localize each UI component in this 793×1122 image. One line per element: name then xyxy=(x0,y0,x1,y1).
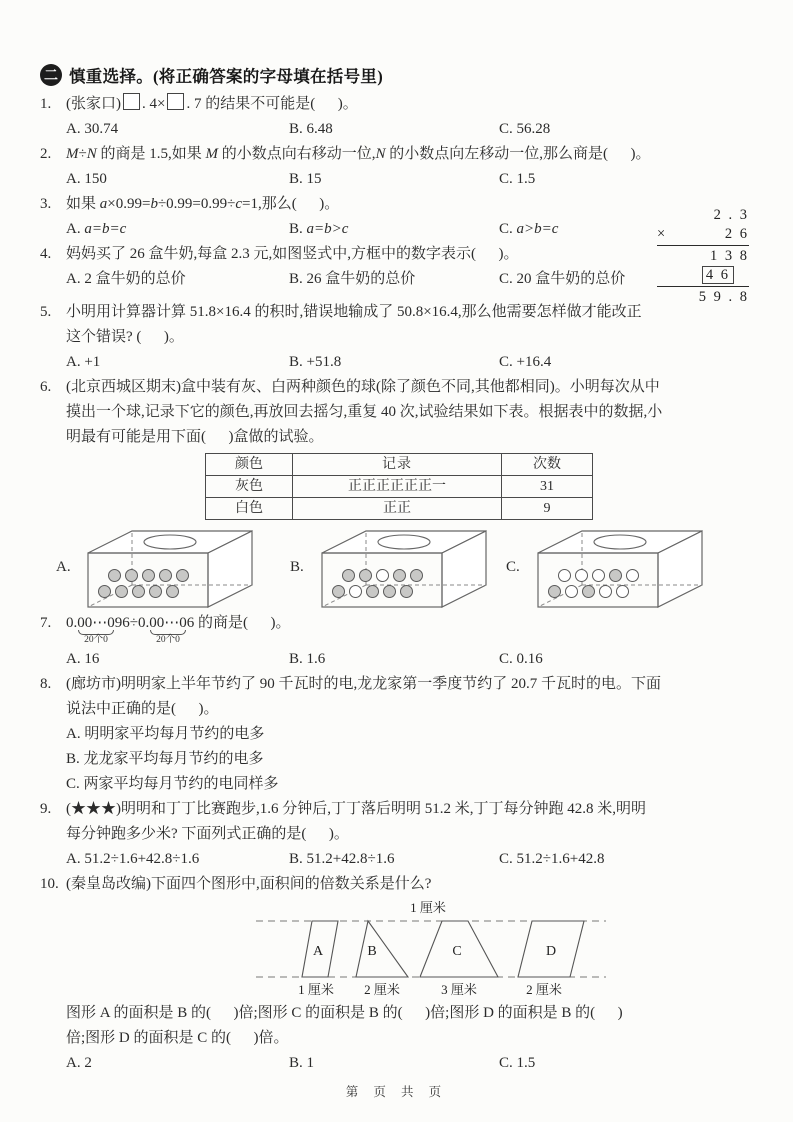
option-c: C. 51.2÷1.6+42.8 xyxy=(499,851,605,867)
box-option-b xyxy=(290,523,494,611)
box-label: B. xyxy=(290,558,304,575)
question-number: 2. xyxy=(40,146,52,162)
option-a: A. 30.74 xyxy=(66,121,119,137)
gray-ball-icon xyxy=(166,585,179,598)
question-number: 3. xyxy=(40,196,52,212)
cell-count: 9 xyxy=(502,498,593,520)
question-text: 如果 a×0.99=b÷0.99=0.99÷c=1,那么( )。 xyxy=(66,196,340,212)
svg-text:C: C xyxy=(452,944,462,959)
cell-record: 正正 xyxy=(293,498,502,520)
gray-ball-icon xyxy=(142,569,155,582)
option-c: C. a>b=c xyxy=(499,221,559,237)
option-b: B. 15 xyxy=(289,171,322,187)
cell-color: 灰色 xyxy=(206,476,293,498)
question-number: 8. xyxy=(40,676,52,692)
section-title: 慎重选择。(将正确答案的字母填在括号里) xyxy=(69,67,383,86)
cell-color: 白色 xyxy=(206,498,293,520)
gray-ball-icon xyxy=(108,569,121,582)
option-a: A. 2 xyxy=(66,1055,92,1071)
mult-rule xyxy=(657,245,749,246)
option-c: C. 两家平均每月节约的电同样多 xyxy=(66,776,279,792)
question-number: 7. xyxy=(40,615,52,631)
table-row xyxy=(206,498,593,520)
question-text: 0. 00⋯0 20个0 96÷0. 00⋯0 20个0 6 的商是( )。 xyxy=(66,611,755,647)
section-header xyxy=(40,62,755,88)
question-text: M÷N 的商是 1.5,如果 M 的小数点向右移动一位,N 的小数点向左移动一位,那么商是( )。 xyxy=(66,146,651,162)
gray-ball-icon xyxy=(383,585,396,598)
blank-box-icon xyxy=(167,93,184,110)
mult-multiplicand: 2 . 3 xyxy=(713,207,749,223)
ball-box-illustration xyxy=(314,523,494,611)
svg-text:2 厘米: 2 厘米 xyxy=(364,982,400,997)
option-b: B. 26 盒牛奶的总价 xyxy=(289,271,416,287)
balls-group xyxy=(332,569,427,601)
box-option-c xyxy=(506,523,710,611)
option-b: B. 51.2+42.8÷1.6 xyxy=(289,851,395,867)
option-a: A. 16 xyxy=(66,651,100,667)
option-c: C. +16.4 xyxy=(499,354,552,370)
options-stack xyxy=(66,722,755,797)
blank-box-icon xyxy=(123,93,140,110)
option-a: A. +1 xyxy=(66,354,101,370)
question-2 xyxy=(40,142,755,192)
options-row xyxy=(66,167,755,192)
boxed-digits: 4 6 xyxy=(702,266,734,284)
svg-text:1 厘米: 1 厘米 xyxy=(410,900,446,915)
question-text-line: 图形 A 的面积是 B 的( )倍;图形 C 的面积是 B 的( )倍;图形 D 的面积是 B 的( ) xyxy=(66,1005,623,1021)
options-row xyxy=(66,1051,755,1076)
question-text-line: 小明用计算器计算 51.8×16.4 的积时,错误地输成了 50.8×16.4,那么他需要怎样做才能改正 xyxy=(66,304,642,320)
svg-text:1 厘米: 1 厘米 xyxy=(298,982,334,997)
underbrace-group: 00⋯0 20个0 xyxy=(149,615,187,645)
parallel-lines-shapes-icon xyxy=(256,899,606,1001)
option-a: A. 2 盒牛奶的总价 xyxy=(66,271,186,287)
cell-record: 正正正正正正一 xyxy=(293,476,502,498)
question-number: 1. xyxy=(40,96,52,112)
svg-text:D: D xyxy=(545,944,557,959)
gray-ball-icon xyxy=(332,585,345,598)
gray-ball-icon xyxy=(176,569,189,582)
question-5 xyxy=(40,300,755,375)
question-7 xyxy=(40,611,755,672)
box-option-a xyxy=(56,523,260,611)
gray-ball-icon xyxy=(115,585,128,598)
question-text-line: 摸出一个球,记录下它的颜色,再放回去摇匀,重复 40 次,试验结果如下表。根据表中的数据,小 xyxy=(66,404,663,420)
multiply-sign: × xyxy=(657,226,668,242)
option-a: A. 51.2÷1.6+42.8÷1.6 xyxy=(66,851,200,867)
option-b: B. +51.8 xyxy=(289,354,342,370)
mult-partial-product-2 xyxy=(657,266,749,285)
underbrace-group: 00⋯0 20个0 xyxy=(77,615,115,645)
question-4 xyxy=(40,242,755,292)
question-text-line: (★★★)明明和丁丁比赛跑步,1.6 分钟后,丁丁落后明明 51.2 米,丁丁每分钟跑 42.8 米,明明 xyxy=(66,801,646,817)
options-row xyxy=(66,847,755,872)
question-text-line: (北京西城区期末)盒中装有灰、白两种颜色的球(除了颜色不同,其他都相同)。小明每次从中 xyxy=(66,379,660,395)
white-ball-icon xyxy=(349,585,362,598)
question-3 xyxy=(40,192,755,242)
col-header-record: 记录 xyxy=(293,454,502,476)
gray-ball-icon xyxy=(410,569,423,582)
white-ball-icon xyxy=(558,569,571,582)
question-number: 5. xyxy=(40,304,52,320)
white-ball-icon xyxy=(565,585,578,598)
options-row xyxy=(66,267,755,292)
question-10 xyxy=(40,872,755,1076)
option-c: C. 1.5 xyxy=(499,171,536,187)
gray-ball-icon xyxy=(98,585,111,598)
gray-ball-icon xyxy=(548,585,561,598)
question-number: 10. xyxy=(40,876,59,892)
question-6 xyxy=(40,375,755,611)
mult-rule xyxy=(657,286,749,287)
question-text: 妈妈买了 26 盒牛奶,每盒 2.3 元,如图竖式中,方框中的数字表示( )。 xyxy=(66,246,519,262)
question-number: 6. xyxy=(40,379,52,395)
question-text: (张家口) . 4× . 7 的结果不可能是( )。 xyxy=(66,92,755,117)
mult-multiplier-row xyxy=(657,225,749,244)
option-b: B. a=b>c xyxy=(289,221,349,237)
svg-text:A: A xyxy=(312,944,324,959)
option-b: B. 1.6 xyxy=(289,651,326,667)
svg-text:B: B xyxy=(367,944,377,959)
ball-box-illustration xyxy=(530,523,710,611)
ball-boxes-figure xyxy=(56,523,755,611)
white-ball-icon xyxy=(599,585,612,598)
option-b: B. 1 xyxy=(289,1055,315,1071)
option-c: C. 0.16 xyxy=(499,651,543,667)
question-1 xyxy=(40,92,755,142)
option-c: C. 1.5 xyxy=(499,1055,536,1071)
question-text-line: (廊坊市)明明家上半年节约了 90 千瓦时的电,龙龙家第一季度节约了 20.7 千瓦时的电。下面 xyxy=(66,676,661,692)
gray-ball-icon xyxy=(393,569,406,582)
balls-group xyxy=(548,569,643,601)
gray-ball-icon xyxy=(400,585,413,598)
options-row xyxy=(66,217,755,242)
col-header-color: 颜色 xyxy=(206,454,293,476)
table-header-row xyxy=(206,454,593,476)
gray-ball-icon xyxy=(159,569,172,582)
white-ball-icon xyxy=(592,569,605,582)
question-text-line: 这个错误? ( )。 xyxy=(66,329,184,345)
option-b: B. 龙龙家平均每月节约的电多 xyxy=(66,751,264,767)
question-number: 9. xyxy=(40,801,52,817)
tally-results-table xyxy=(205,453,593,520)
balls-group xyxy=(98,569,193,601)
section-number-icon: 二 xyxy=(40,64,62,86)
option-a: A. 明明家平均每月节约的电多 xyxy=(66,726,265,742)
question-text-line: 说法中正确的是( )。 xyxy=(66,701,219,717)
mult-product: 5 9 . 8 xyxy=(698,289,749,305)
col-header-count: 次数 xyxy=(502,454,593,476)
cell-count: 31 xyxy=(502,476,593,498)
white-ball-icon xyxy=(575,569,588,582)
ball-box-illustration xyxy=(80,523,260,611)
option-c: C. 56.28 xyxy=(499,121,551,137)
multiplication-worksheet-figure xyxy=(657,206,749,307)
gray-ball-icon xyxy=(149,585,162,598)
box-label: A. xyxy=(56,558,71,575)
gray-ball-icon xyxy=(366,585,379,598)
question-text-line: 明最有可能是用下面( )盒做的试验。 xyxy=(66,429,324,445)
mult-partial-product-1: 1 3 8 xyxy=(710,248,749,264)
white-ball-icon xyxy=(626,569,639,582)
gray-ball-icon xyxy=(359,569,372,582)
white-ball-icon xyxy=(376,569,389,582)
question-9 xyxy=(40,797,755,872)
question-text-line: 每分钟跑多少米? 下面列式正确的是( )。 xyxy=(66,826,349,842)
gray-ball-icon xyxy=(582,585,595,598)
mult-multiplier: 2 6 xyxy=(724,226,749,242)
shapes-figure xyxy=(256,899,606,1001)
question-text-line: 倍;图形 D 的面积是 C 的( )倍。 xyxy=(66,1030,289,1046)
gray-ball-icon xyxy=(609,569,622,582)
options-row xyxy=(66,117,755,142)
white-ball-icon xyxy=(616,585,629,598)
option-a: A. 150 xyxy=(66,171,107,187)
table-row xyxy=(206,476,593,498)
gray-ball-icon xyxy=(132,585,145,598)
question-8 xyxy=(40,672,755,797)
page-footer: 第 页 共 页 xyxy=(345,1085,448,1099)
question-number: 4. xyxy=(40,246,52,262)
option-b: B. 6.48 xyxy=(289,121,333,137)
option-c: C. 20 盒牛奶的总价 xyxy=(499,271,626,287)
options-row xyxy=(66,350,755,375)
svg-text:2 厘米: 2 厘米 xyxy=(526,982,562,997)
svg-text:3 厘米: 3 厘米 xyxy=(441,982,477,997)
question-text: (秦皇岛改编)下面四个图形中,面积间的倍数关系是什么? xyxy=(66,876,432,892)
gray-ball-icon xyxy=(125,569,138,582)
options-row xyxy=(66,647,755,672)
box-label: C. xyxy=(506,558,520,575)
gray-ball-icon xyxy=(342,569,355,582)
option-a: A. a=b=c xyxy=(66,221,127,237)
